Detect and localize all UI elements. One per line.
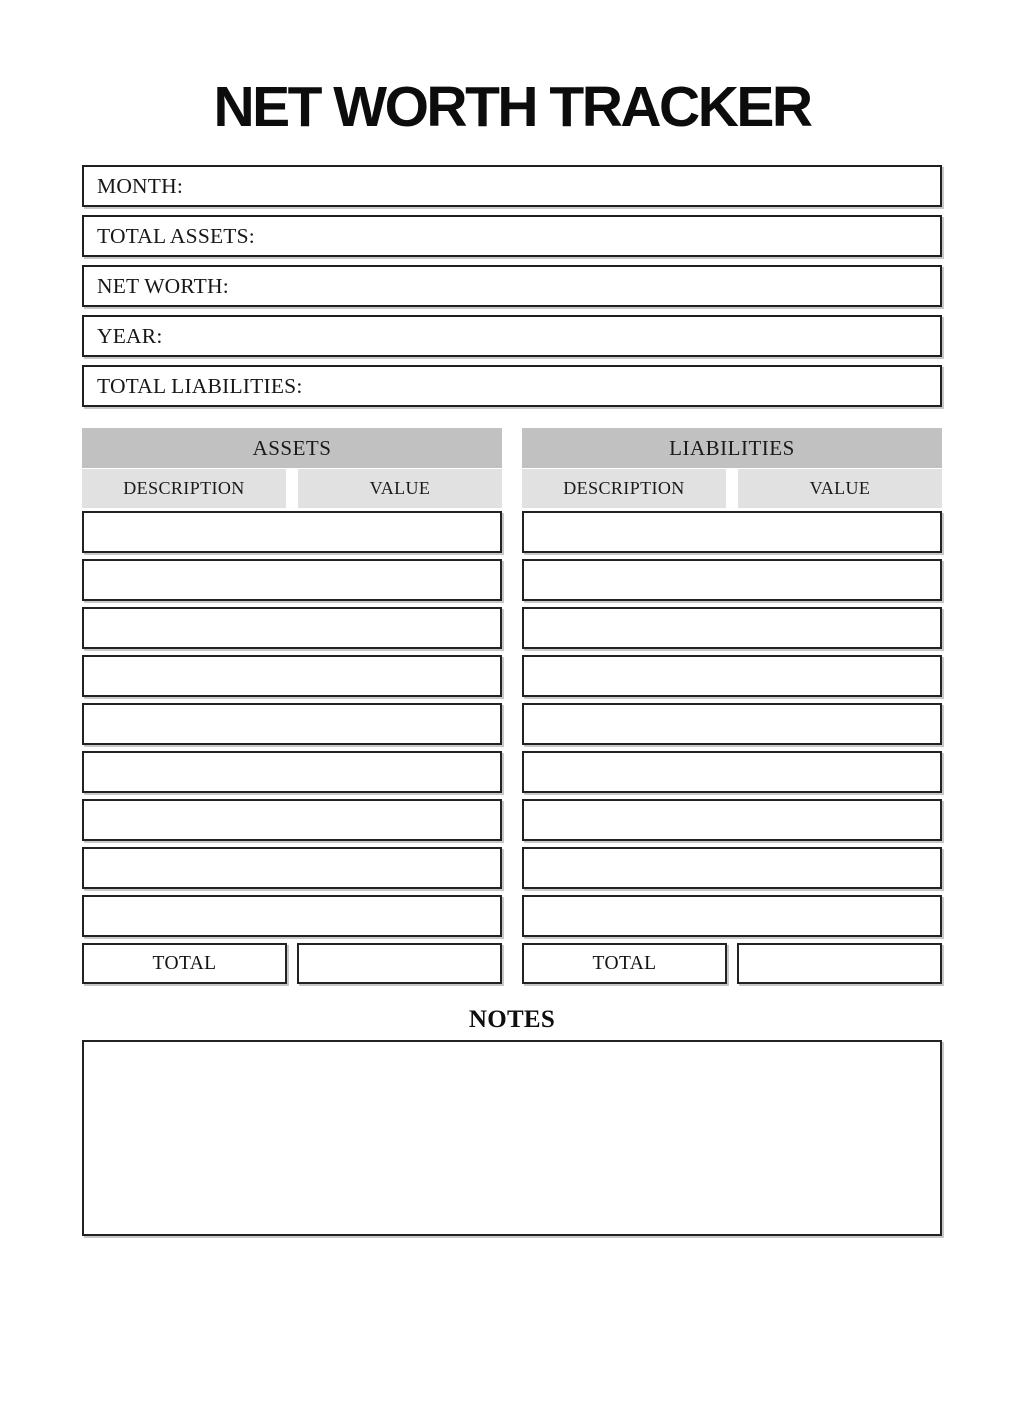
liabilities-header: LIABILITIES	[522, 428, 942, 468]
year-label: YEAR:	[97, 323, 163, 348]
tables-area	[82, 428, 942, 984]
liability-row-input[interactable]	[522, 895, 942, 937]
year-field[interactable]	[82, 315, 942, 357]
assets-subheader	[82, 469, 502, 508]
page-title: NET WORTH TRACKER	[213, 75, 811, 139]
asset-row-input[interactable]	[82, 703, 502, 745]
month-label: MONTH:	[97, 173, 184, 198]
liability-row-input[interactable]	[522, 655, 942, 697]
net-worth-field[interactable]	[82, 265, 942, 307]
notes-title: NOTES	[468, 1006, 556, 1033]
liability-row-input[interactable]	[522, 847, 942, 889]
assets-total-label: TOTAL	[82, 943, 287, 984]
asset-row-input[interactable]	[82, 847, 502, 889]
net-worth-label: NET WORTH:	[97, 273, 229, 298]
asset-row-input[interactable]	[82, 655, 502, 697]
liabilities-description-header: DESCRIPTION	[522, 469, 726, 508]
liabilities-table	[522, 428, 942, 984]
assets-description-header: DESCRIPTION	[82, 469, 286, 508]
assets-header: ASSETS	[82, 428, 502, 468]
liability-row-input[interactable]	[522, 703, 942, 745]
total-liabilities-label: TOTAL LIABILITIES:	[97, 373, 303, 398]
net-worth-tracker-page	[82, 75, 942, 1236]
liability-row-input[interactable]	[522, 751, 942, 793]
total-assets-label: TOTAL ASSETS:	[97, 223, 255, 248]
liability-row-input[interactable]	[522, 559, 942, 601]
liabilities-total-label: TOTAL	[522, 943, 727, 984]
asset-row-input[interactable]	[82, 895, 502, 937]
assets-value-header: VALUE	[298, 469, 502, 508]
month-field[interactable]	[82, 165, 942, 207]
summary-fields	[82, 165, 942, 407]
asset-row-input[interactable]	[82, 559, 502, 601]
liabilities-total-value-input[interactable]	[737, 943, 942, 984]
assets-table	[82, 428, 502, 984]
liability-row-input[interactable]	[522, 511, 942, 553]
liabilities-rows	[522, 511, 942, 937]
liability-row-input[interactable]	[522, 607, 942, 649]
assets-total-row	[82, 943, 502, 984]
asset-row-input[interactable]	[82, 607, 502, 649]
notes-input[interactable]	[82, 1040, 942, 1236]
asset-row-input[interactable]	[82, 511, 502, 553]
liabilities-value-header: VALUE	[738, 469, 942, 508]
asset-row-input[interactable]	[82, 799, 502, 841]
liability-row-input[interactable]	[522, 799, 942, 841]
liabilities-subheader	[522, 469, 942, 508]
total-assets-field[interactable]	[82, 215, 942, 257]
liabilities-total-row	[522, 943, 942, 984]
total-liabilities-field[interactable]	[82, 365, 942, 407]
asset-row-input[interactable]	[82, 751, 502, 793]
assets-rows	[82, 511, 502, 937]
assets-total-value-input[interactable]	[297, 943, 502, 984]
